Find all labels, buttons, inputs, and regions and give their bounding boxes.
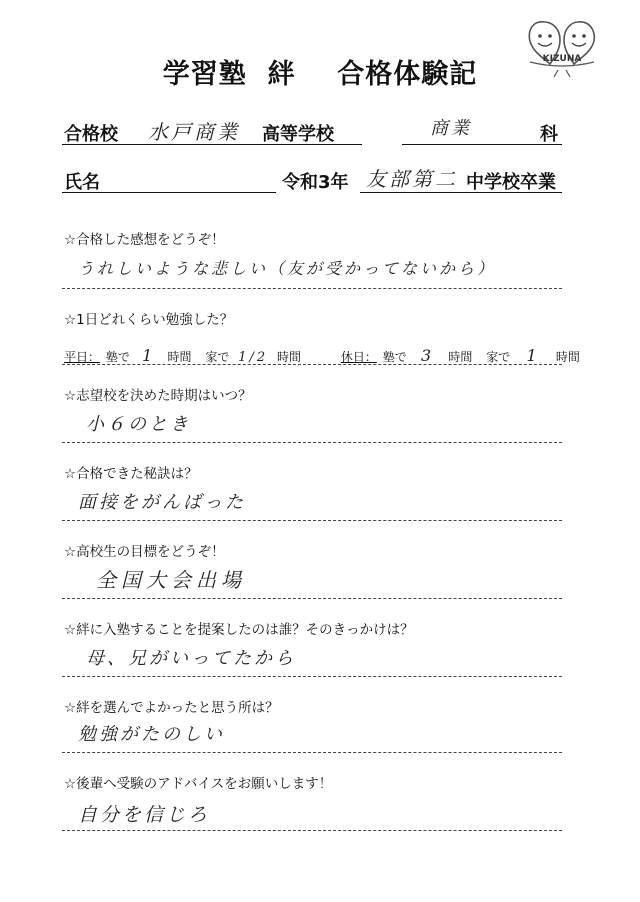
weekday-home-label: 家で: [205, 350, 230, 364]
era-label: 令和3年: [282, 172, 349, 193]
question-8: ☆後輩へ受験のアドバイスをお願いします！: [64, 776, 333, 792]
page-title: 学習塾 絆 合格体験記: [162, 59, 478, 90]
answer-3-line: [62, 442, 562, 443]
holiday-home-hours: 1: [526, 346, 540, 365]
question-7: ☆絆を選んでよかったと思う所は？: [64, 700, 279, 716]
holiday-label: 休日：: [340, 350, 377, 364]
name-underline: [62, 192, 276, 193]
question-4: ☆合格できた秘訣は？: [64, 466, 198, 482]
course-suffix: 科: [540, 124, 558, 145]
school-suffix: 高等学校: [262, 124, 334, 145]
course-name: 商業: [430, 118, 472, 139]
weekday-cram-hours: 1: [142, 346, 156, 365]
question-1: ☆合格した感想をどうぞ！: [64, 232, 225, 248]
grad-suffix: 中学校卒業: [466, 172, 556, 193]
school-name: 水戸商業: [148, 120, 240, 144]
holiday-home-unit: 時間: [555, 350, 580, 364]
answer-5-line: [62, 598, 562, 599]
junior-high-name: 友部第二: [366, 167, 458, 191]
question-5: ☆高校生の目標をどうぞ！: [64, 544, 225, 560]
weekday-home-unit: 時間: [277, 350, 302, 364]
answer-1: うれしいような悲しい（友が受かってないから）: [78, 259, 497, 278]
name-label: 氏名: [64, 172, 100, 193]
answer-4: 面接をがんばった: [78, 492, 246, 513]
study-row: [64, 346, 580, 365]
weekday-label: 平日：: [64, 350, 101, 364]
answer-6: 母、兄がいってたから: [86, 648, 296, 669]
weekday-cram-label: 塾で: [105, 350, 130, 364]
kizuna-logo: [520, 14, 604, 78]
answer-1-line: [62, 288, 562, 289]
weekday-cram-unit: 時間: [167, 350, 192, 364]
question-6: ☆絆に入塾することを提案したのは誰？そのきっかけは？: [64, 622, 414, 638]
logo-text: KIZUNA: [542, 54, 582, 64]
smiley-hearts-icon: [520, 14, 604, 78]
holiday-cram-unit: 時間: [448, 350, 473, 364]
school-label: 合格校: [64, 124, 118, 145]
answer-7-line: [62, 752, 562, 753]
answer-8-line: [62, 830, 562, 831]
question-3: ☆志望校を決めた時期はいつ？: [64, 388, 252, 404]
study-line: [62, 364, 562, 365]
answer-3: 小６のとき: [86, 414, 191, 435]
course-underline: [402, 144, 562, 145]
question-2: ☆1日どれくらい勉強した？: [64, 312, 234, 328]
answer-6-line: [62, 676, 562, 677]
holiday-cram-hours: 3: [420, 346, 435, 365]
answer-8: 自分を信じろ: [78, 804, 211, 826]
holiday-cram-label: 塾で: [382, 350, 407, 364]
school-underline: [62, 144, 362, 145]
answer-4-line: [62, 520, 562, 521]
holiday-home-label: 家で: [486, 350, 511, 364]
weekday-home-hours: 1/2: [238, 350, 269, 365]
answer-7: 勉強がたのしい: [78, 724, 225, 745]
answer-5: 全国大会出場: [96, 568, 246, 592]
junior-high-underline: [360, 192, 562, 193]
